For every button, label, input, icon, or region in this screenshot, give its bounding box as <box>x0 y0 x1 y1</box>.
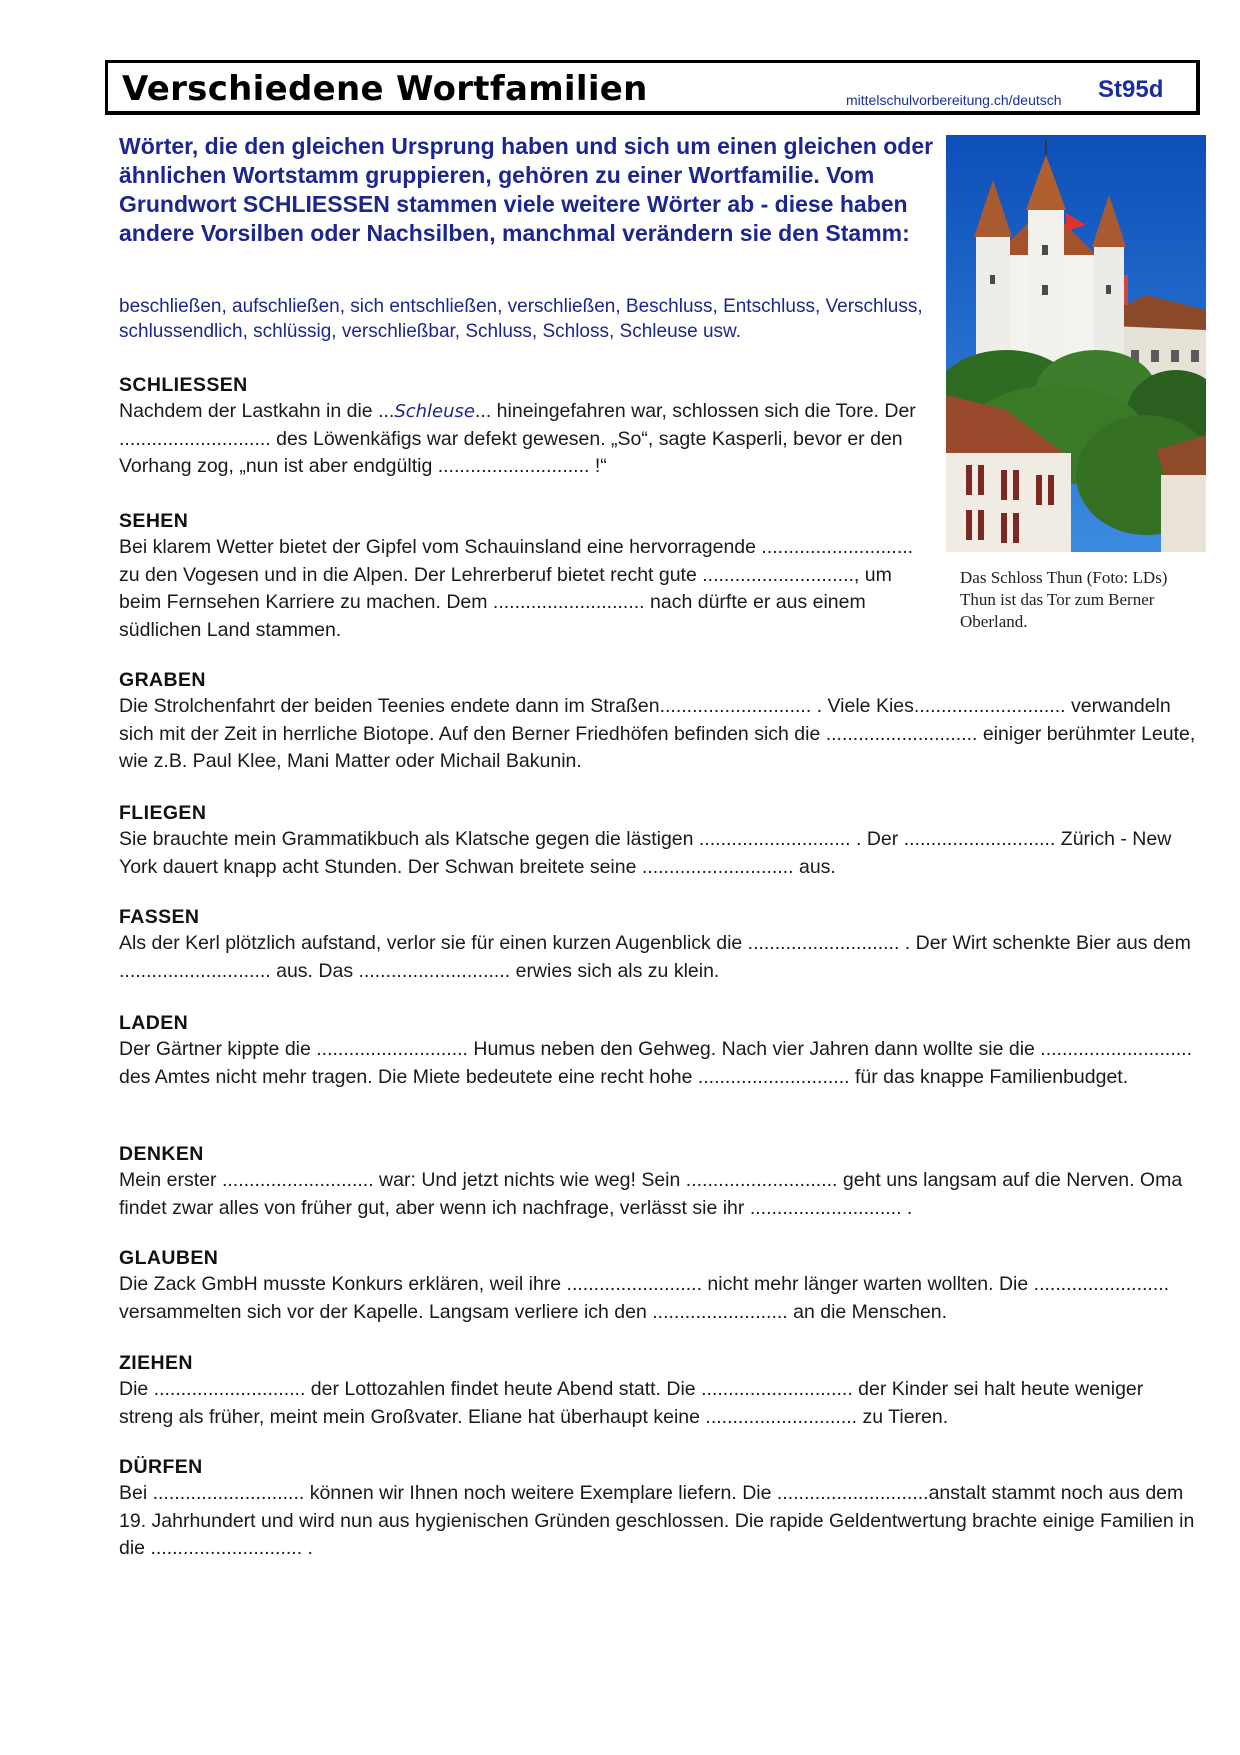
section-glauben <box>119 1245 1199 1326</box>
section-heading: FASSEN <box>119 906 200 928</box>
section-text <box>119 398 919 481</box>
text-part: ... hineingefahren war, schlossen sich die Tore. Der ............................ des Löwenkäfigs war defekt gewesen. „So“, sagte Kasperli, bevor er den Vorhang zog, „nun ist aber endgültig ............................ !“ <box>119 400 916 477</box>
section-denken <box>119 1141 1199 1222</box>
page-title: Verschiedene Wortfamilien <box>122 69 648 109</box>
section-schliessen <box>119 372 919 481</box>
intro-paragraph: Wörter, die den gleichen Ursprung haben und sich um einen gleichen oder ähnlichen Wortstamm gruppieren, gehören zu einer Wortfamilie. Vom Grundwort SCHLIESSEN stammen viele weitere Wörter ab - diese haben andere Vorsilben oder Nachsilben, manchmal verändern sie den Stamm: <box>119 133 934 246</box>
section-text: Bei ............................ können wir Ihnen noch weitere Exemplare liefern. Die ............................anstalt stammt noch aus dem 19. Jahrhundert und wird nun aus hygienischen Gründen geschlossen. Die rapide Geldentwertung brachte einige Familien in die ............................ . <box>119 1482 1195 1559</box>
section-heading: SCHLIESSEN <box>119 374 248 396</box>
worksheet-code: St95d <box>1098 76 1164 103</box>
section-heading: GRABEN <box>119 669 206 691</box>
section-heading: FLIEGEN <box>119 802 207 824</box>
header-box <box>105 60 1200 115</box>
section-fassen <box>119 904 1199 985</box>
section-graben <box>119 667 1199 776</box>
section-laden <box>119 1010 1199 1091</box>
section-text: Bei klarem Wetter bietet der Gipfel vom Schauinsland eine hervorragende ............................ zu den Vogesen und in die Alpen. Der Lehrerberuf bietet recht gute ............................, um beim Fernsehen Karriere zu machen. Dem ............................ nach dürfte er aus einem südlichen Land stammen. <box>119 536 914 641</box>
section-text: Mein erster ............................ war: Und jetzt nichts wie weg! Sein ............................ geht uns langsam auf die Nerven. Oma findet zwar alles von früher gut, aber wenn ich nachfrage, verlässt sie ihr ............................ . <box>119 1169 1183 1219</box>
section-text: Als der Kerl plötzlich aufstand, verlor sie für einen kurzen Augenblick die ............................ . Der Wirt schenkte Bier aus dem ............................ aus. Das ............................ erwies sich als zu klein. <box>119 932 1191 982</box>
text-part: Nachdem der Lastkahn in die ... <box>119 400 395 422</box>
section-text: Die ............................ der Lottozahlen findet heute Abend statt. Die ............................ der Kinder sei halt heute weniger streng als früher, meint mein Großvater. Eliane hat überhaupt keine ............................ zu Tieren. <box>119 1378 1144 1428</box>
photo-caption: Das Schloss Thun (Foto: LDs) Thun ist das Tor zum Berner Oberland. <box>960 568 1168 631</box>
section-heading: GLAUBEN <box>119 1247 219 1269</box>
section-text: Die Zack GmbH musste Konkurs erklären, weil ihre ......................... nicht mehr länger warten wollten. Die ......................... versammelten sich vor der Kapelle. Langsam verliere ich den ......................... an die Menschen. <box>119 1273 1170 1323</box>
handwritten-answer: Schleuse <box>394 401 475 422</box>
section-heading: ZIEHEN <box>119 1352 193 1374</box>
section-duerfen <box>119 1454 1199 1563</box>
section-text: Die Strolchenfahrt der beiden Teenies endete dann im Straßen............................ . Viele Kies............................ verwandeln sich mit der Zeit in herrliche Biotope. Auf den Berner Friedhöfen befinden sich die ............................ einiger berühmter Leute, wie z.B. Paul Klee, Mani Matter oder Michail Bakunin. <box>119 695 1196 772</box>
site-url: mittelschulvorbereitung.ch/deutsch <box>846 92 1062 108</box>
section-heading: DÜRFEN <box>119 1456 203 1478</box>
section-fliegen <box>119 800 1199 881</box>
section-heading: LADEN <box>119 1012 189 1034</box>
section-text: Sie brauchte mein Grammatikbuch als Klatsche gegen die lästigen ............................ . Der ............................ Zürich - New York dauert knapp acht Stunden. Der Schwan breitete seine ............................ aus. <box>119 828 1172 878</box>
section-ziehen <box>119 1350 1199 1431</box>
castle-photo <box>946 135 1206 552</box>
section-text: Der Gärtner kippte die ............................ Humus neben den Gehweg. Nach vier Jahren dann wollte sie die ............................ des Amtes nicht mehr tragen. Die Miete bedeutete eine recht hohe ............................ für das knappe Familienbudget. <box>119 1038 1192 1088</box>
section-heading: SEHEN <box>119 510 189 532</box>
section-sehen <box>119 508 934 644</box>
section-heading: DENKEN <box>119 1143 204 1165</box>
word-family-list: beschließen, aufschließen, sich entschließen, verschließen, Beschluss, Entschluss, Verschluss, schlussendlich, schlüssig, verschließbar, Schluss, Schloss, Schleuse usw. <box>119 296 923 342</box>
